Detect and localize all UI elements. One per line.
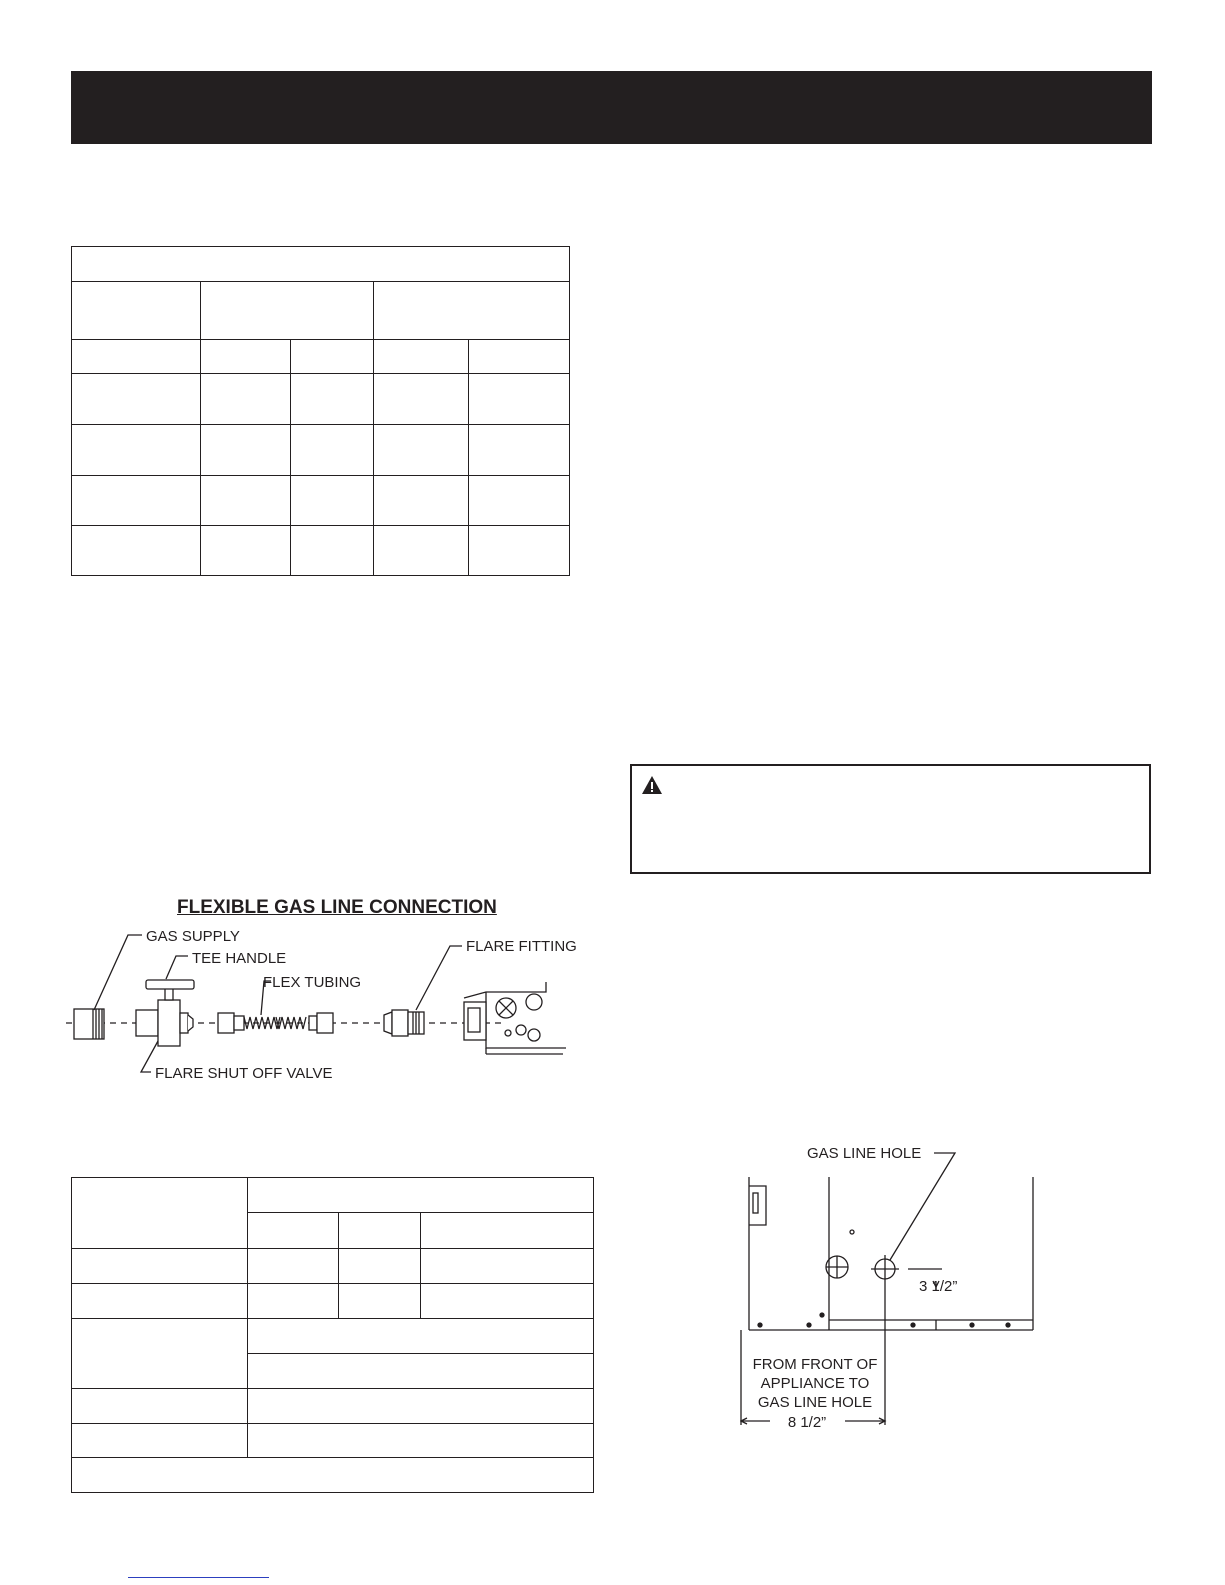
specs-table-1	[71, 246, 570, 576]
gas-supply-pipe	[74, 1009, 104, 1039]
table-row	[72, 374, 570, 425]
table-row	[72, 340, 570, 374]
flare-fitting	[384, 1010, 424, 1036]
gas-supply-label: GAS SUPPLY	[146, 930, 240, 945]
table-row	[72, 425, 570, 476]
flex-tubing	[218, 1013, 333, 1033]
vertical-dimension-label: 3 1/2”	[919, 1278, 958, 1295]
gas-valve-body	[464, 982, 566, 1054]
table1-title-cell	[72, 247, 570, 282]
table-row	[72, 1389, 594, 1424]
warning-box	[630, 764, 1151, 874]
dimension-note-line-1: FROM FRONT OF	[752, 1356, 878, 1373]
tee-handle-label: TEE HANDLE	[192, 950, 287, 967]
table2-header-cell	[248, 1178, 594, 1213]
warning-triangle-icon	[641, 775, 663, 795]
flare-shut-off-valve	[136, 980, 194, 1046]
specs-table-2	[71, 1177, 594, 1493]
table1-header-cell	[201, 282, 373, 340]
figure-title: FLEXIBLE GAS LINE CONNECTION	[177, 897, 497, 918]
gas-line-hole-label: GAS LINE HOLE	[807, 1145, 922, 1162]
table-row	[72, 1284, 594, 1319]
table-row	[72, 476, 570, 526]
gas-line-hole-diagram	[740, 1140, 1070, 1440]
table-row	[72, 526, 570, 576]
table1-header-cell	[373, 282, 569, 340]
flexible-gas-line-diagram	[66, 930, 606, 1100]
header-bar	[71, 71, 1152, 144]
flare-fitting-label: FLARE FITTING	[466, 938, 577, 955]
table-row	[72, 1249, 594, 1284]
dimension-note-line-2: APPLIANCE TO	[760, 1375, 870, 1392]
table2-header-cell	[72, 1178, 248, 1249]
flex-tubing-label: FLEX TUBING	[263, 974, 362, 991]
table-row	[72, 1458, 594, 1493]
dimension-note-line-3: GAS LINE HOLE	[757, 1394, 873, 1411]
table-row	[72, 1319, 594, 1354]
link-underline[interactable]	[128, 1577, 269, 1578]
horizontal-dimension-label: 8 1/2”	[787, 1414, 827, 1431]
flare-shut-off-valve-label: FLARE SHUT OFF VALVE	[155, 1065, 333, 1082]
table1-header-cell	[72, 282, 201, 340]
table-row	[72, 1424, 594, 1458]
